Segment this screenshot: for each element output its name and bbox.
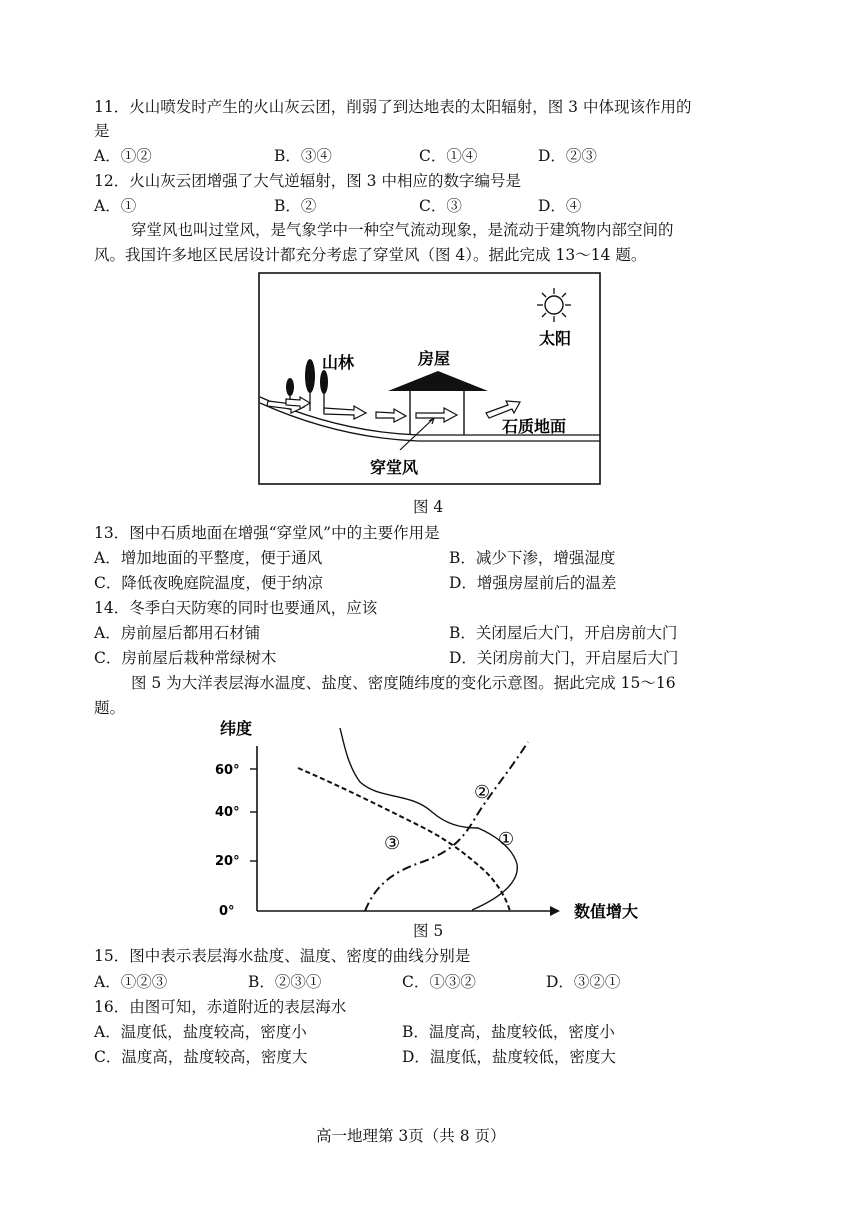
q13-option-d[interactable]: D．增强房屋前后的温差 bbox=[449, 574, 617, 592]
sun-icon bbox=[537, 288, 571, 322]
q15-option-a[interactable]: A．①②③ bbox=[94, 973, 168, 991]
q12-option-c[interactable]: C．③ bbox=[419, 197, 462, 215]
x-axis-arrow-icon bbox=[550, 906, 560, 916]
curve-label-3 bbox=[384, 833, 400, 854]
curve-2 bbox=[365, 742, 528, 911]
ground-label: 石质地面 bbox=[502, 417, 567, 436]
figure-5-diagram bbox=[210, 716, 650, 921]
q11-stem-line1: 11．火山喷发时产生的火山灰云团，削弱了到达地表的太阳辐射，图 3 中体现该作用的 bbox=[94, 98, 692, 116]
q16-option-c[interactable]: C．温度高，盐度较高，密度大 bbox=[94, 1048, 308, 1066]
house-label: 房屋 bbox=[418, 349, 451, 368]
q15-stem: 15．图中表示表层海水盐度、温度、密度的曲线分别是 bbox=[94, 947, 471, 965]
svg-text:①: ① bbox=[498, 829, 515, 850]
q13-option-b[interactable]: B．减少下渗，增强湿度 bbox=[449, 549, 616, 567]
q11-option-c[interactable]: C．①④ bbox=[419, 147, 478, 165]
q13-option-a[interactable]: A．增加地面的平整度，便于通风 bbox=[94, 549, 323, 567]
q16-option-b[interactable]: B．温度高，盐度较低，密度小 bbox=[402, 1023, 615, 1041]
q14-option-a[interactable]: A．房前屋后都用石材铺 bbox=[94, 624, 261, 642]
q15-option-b[interactable]: B．②③① bbox=[248, 973, 322, 991]
curve-label-1 bbox=[498, 829, 514, 850]
q16-option-d[interactable]: D．温度低，盐度较低，密度大 bbox=[402, 1048, 616, 1066]
q11-option-a[interactable]: A．①② bbox=[94, 147, 152, 165]
curve-label-2 bbox=[474, 782, 490, 803]
q11-option-b[interactable]: B．③④ bbox=[274, 147, 332, 165]
q15-option-c[interactable]: C．①③② bbox=[402, 973, 476, 991]
q13-stem: 13．图中石质地面在增强“穿堂风”中的主要作用是 bbox=[94, 524, 440, 542]
y-tick-0: 0° bbox=[219, 904, 235, 919]
q14-stem: 14．冬季白天防寒的同时也要通风，应该 bbox=[94, 599, 378, 617]
sun-label: 太阳 bbox=[539, 329, 572, 348]
q14-option-c[interactable]: C．房前屋后栽种常绿树木 bbox=[94, 649, 277, 667]
q16-option-a[interactable]: A．温度低，盐度较高，密度小 bbox=[94, 1023, 307, 1041]
q15-option-d[interactable]: D．③②① bbox=[546, 973, 621, 991]
figure-4-caption: 图 4 bbox=[413, 498, 444, 516]
figure-4-diagram bbox=[258, 272, 602, 486]
q12-stem: 12．火山灰云团增强了大气逆辐射，图 3 中相应的数字编号是 bbox=[94, 172, 521, 190]
q12-option-d[interactable]: D．④ bbox=[538, 197, 582, 215]
q16-stem: 16．由图可知，赤道附近的表层海水 bbox=[94, 998, 347, 1016]
q14-option-b[interactable]: B．关闭屋后大门，开启房前大门 bbox=[449, 624, 678, 642]
q14-option-d[interactable]: D．关闭房前大门，开启屋后大门 bbox=[449, 649, 679, 667]
q12-option-a[interactable]: A．① bbox=[94, 197, 137, 215]
intro-13-14-line2: 风。我国许多地区民居设计都充分考虑了穿堂风（图 4）。据此完成 13～14 题。 bbox=[94, 246, 647, 264]
q11-stem-line2: 是 bbox=[94, 122, 110, 140]
y-tick-60: 60° bbox=[215, 763, 240, 778]
q12-option-b[interactable]: B．② bbox=[274, 197, 317, 215]
forest-label: 山林 bbox=[322, 353, 355, 372]
y-tick-20: 20° bbox=[215, 854, 240, 869]
intro-13-14-line1: 穿堂风也叫过堂风，是气象学中一种空气流动现象，是流动于建筑物内部空间的 bbox=[131, 221, 674, 239]
page-footer: 高一地理第 3页（共 8 页） bbox=[316, 1127, 506, 1145]
y-tick-40: 40° bbox=[215, 805, 240, 820]
svg-text:③: ③ bbox=[384, 833, 401, 854]
wind-label: 穿堂风 bbox=[370, 458, 419, 477]
curve-1 bbox=[340, 728, 517, 910]
svg-text:②: ② bbox=[474, 782, 491, 803]
y-axis-label: 纬度 bbox=[220, 719, 253, 738]
q11-option-d[interactable]: D．②③ bbox=[538, 147, 597, 165]
figure-5-caption: 图 5 bbox=[413, 922, 444, 940]
intro-15-16-line2: 题。 bbox=[94, 699, 126, 717]
intro-15-16-line1: 图 5 为大洋表层海水温度、盐度、密度随纬度的变化示意图。据此完成 15～16 bbox=[131, 674, 676, 692]
q13-option-c[interactable]: C．降低夜晚庭院温度，便于纳凉 bbox=[94, 574, 323, 592]
x-axis-label: 数值增大 bbox=[574, 902, 639, 921]
